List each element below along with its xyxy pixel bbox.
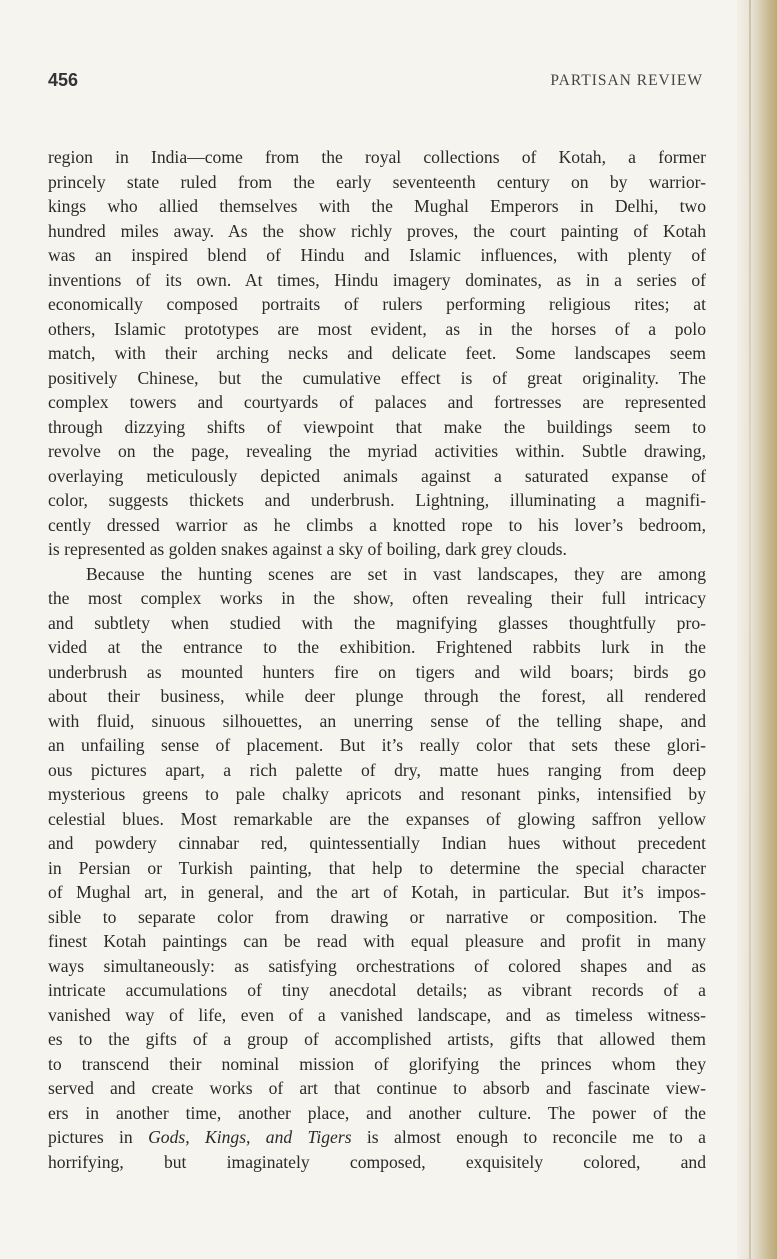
text-line: and powdery cinnabar red, quintessentially Indian hues without precedent (48, 833, 706, 853)
text-segment: pictures in (48, 1127, 149, 1147)
text-line: intricate accumulations of tiny anecdotal details; as vibrant records of a (48, 980, 706, 1000)
text-line: sible to separate color from drawing or narrative or composition. The (48, 906, 706, 927)
article-body (48, 145, 706, 1174)
text-line: ous pictures apart, a rich palette of dry, matte hues ranging from deep (48, 759, 706, 780)
text-line: in Persian or Turkish painting, that help to determine the special character (48, 857, 706, 878)
text-line: the most complex works in the show, often revealing their full intricacy (48, 588, 706, 608)
text-line: vided at the entrance to the exhibition. Frightened rabbits lurk in the (48, 637, 706, 657)
text-line: served and create works of art that continue to absorb and fascinate view- (48, 1078, 706, 1098)
text-line: complex towers and courtyards of palaces and fortresses are represented (48, 392, 706, 412)
text-line: with fluid, sinuous silhouettes, an unerring sense of the telling shape, and (48, 710, 706, 731)
text-line: overlaying meticulously depicted animals against a saturated expanse of (48, 465, 706, 486)
text-line: hundred miles away. As the show richly proves, the court painting of Kotah (48, 220, 706, 241)
running-head (48, 68, 703, 96)
text-line: celestial blues. Most remarkable are the expanses of glowing saffron yellow (48, 808, 706, 829)
text-line: region in India—come from the royal collections of Kotah, a former (48, 147, 706, 167)
text-line: an unfailing sense of placement. But it’s really color that sets these glori- (48, 735, 706, 755)
text-line-with-title (48, 1125, 706, 1150)
text-line: horrifying, but imaginately composed, exquisitely colored, and (48, 1151, 706, 1172)
binding-gutter (737, 0, 777, 1259)
text-line: princely state ruled from the early seventeenth century on by warrior- (48, 171, 706, 192)
text-line: positively Chinese, but the cumulative effect is of great originality. The (48, 367, 706, 388)
paragraph-first-line: Because the hunting scenes are set in vast landscapes, they are among (86, 563, 706, 584)
page-number: 456 (48, 70, 79, 90)
text-line: es to the gifts of a group of accomplished artists, gifts that allowed them (48, 1029, 706, 1049)
text-line: others, Islamic prototypes are most evident, as in the horses of a polo (48, 318, 706, 339)
text-line: economically composed portraits of rulers performing religious rites; at (48, 294, 706, 314)
text-line: inventions of its own. At times, Hindu imagery dominates, as in a series of (48, 269, 706, 290)
text-line: ways simultaneously: as satisfying orchestrations of colored shapes and as (48, 955, 706, 976)
text-line: through dizzying shifts of viewpoint that make the buildings seem to (48, 416, 706, 437)
text-line: cently dressed warrior as he climbs a knotted rope to his lover’s bedroom, (48, 514, 706, 535)
text-line: about their business, while deer plunge through the forest, all rendered (48, 686, 706, 706)
journal-title: PARTISAN REVIEW (550, 72, 703, 89)
text-line: match, with their arching necks and delicate feet. Some landscapes seem (48, 343, 706, 363)
text-line: revolve on the page, revealing the myriad activities within. Subtle drawing, (48, 441, 706, 461)
text-line: color, suggests thickets and underbrush. Lightning, illuminating a magnifi- (48, 490, 706, 510)
text-line: is represented as golden snakes against a sky of boiling, dark grey clouds. (48, 539, 567, 559)
exhibition-title: Gods, Kings, and Tigers (148, 1127, 352, 1147)
text-line: to transcend their nominal mission of glorifying the princes whom they (48, 1053, 706, 1074)
text-line: of Mughal art, in general, and the art of Kotah, in particular. But it’s impos- (48, 882, 706, 902)
text-line: kings who allied themselves with the Mughal Emperors in Delhi, two (48, 196, 706, 216)
text-line: mysterious greens to pale chalky apricots and resonant pinks, intensified by (48, 784, 706, 804)
text-line: finest Kotah paintings can be read with equal pleasure and profit in many (48, 931, 706, 951)
text-line: and subtlety when studied with the magnifying glasses thoughtfully pro- (48, 612, 706, 633)
text-line: vanished way of life, even of a vanished landscape, and as timeless witness- (48, 1004, 706, 1025)
text-segment: is almost enough to reconcile me to a (351, 1127, 706, 1147)
binding-shadow (749, 0, 751, 1259)
text-line: ers in another time, another place, and another culture. The power of the (48, 1102, 706, 1123)
text-line: underbrush as mounted hunters fire on tigers and wild boars; birds go (48, 661, 706, 682)
text-line: was an inspired blend of Hindu and Islamic influences, with plenty of (48, 245, 706, 265)
